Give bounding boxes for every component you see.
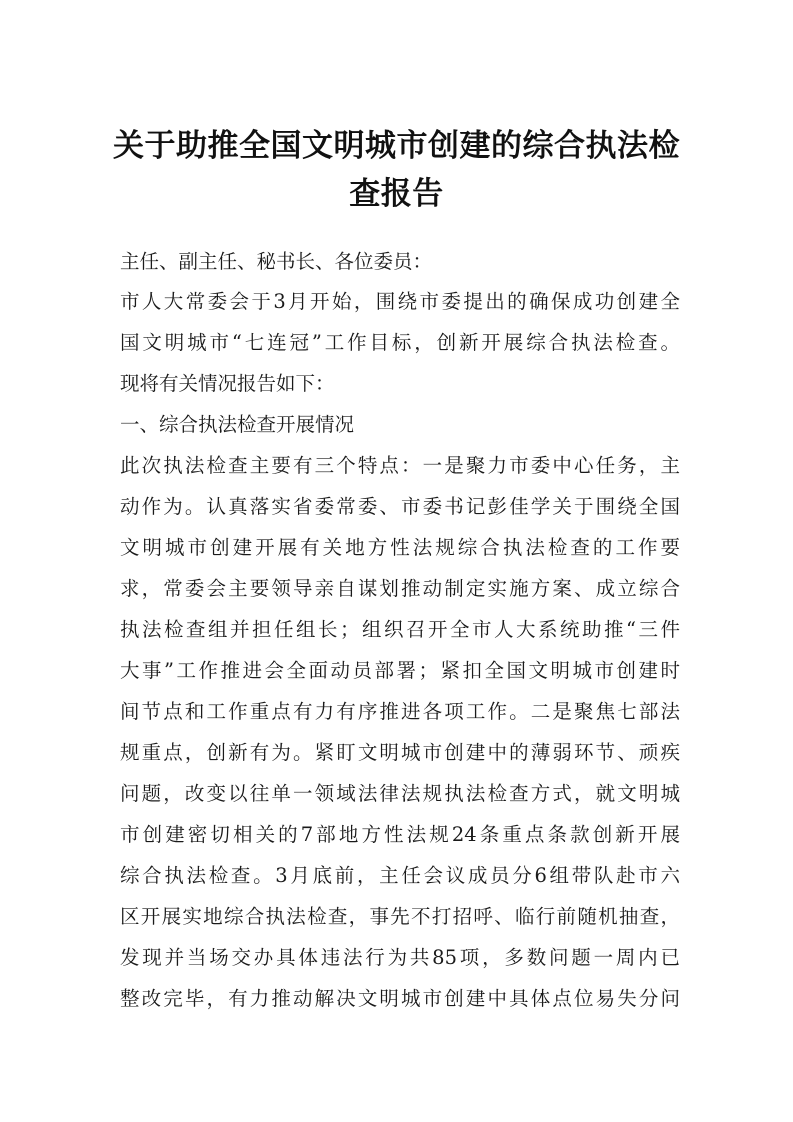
body-line: 综合执法检查。3月底前，主任会议成员分6组带队赴市六 — [120, 864, 680, 887]
body-line: 大事”工作推进会全面动员部署；紧扣全国文明城市创建时 — [120, 659, 680, 682]
section-heading-1: 一、综合执法检查开展情况 — [120, 413, 355, 436]
body-line: 规重点，创新有为。紧盯文明城市创建中的薄弱环节、顽疾 — [120, 741, 680, 764]
body-line: 整改完毕，有力推动解决文明城市创建中具体点位易失分问 — [120, 987, 680, 1010]
body-line: 问题，改变以往单一领域法律法规执法检查方式，就文明城 — [120, 782, 680, 805]
body-line: 发现并当场交办具体违法行为共85项，多数问题一周内已 — [120, 946, 680, 969]
body-line: 间节点和工作重点有力有序推进各项工作。二是聚焦七部法 — [120, 700, 680, 723]
body-line: 市人大常委会于3月开始，围绕市委提出的确保成功创建全 — [120, 290, 680, 313]
body-line: 执法检查组并担任组长；组织召开全市人大系统助推“三件 — [120, 618, 680, 641]
body-line: 国文明城市“七连冠”工作目标，创新开展综合执法检查。 — [120, 331, 680, 354]
report-title-line-1: 关于助推全国文明城市创建的综合执法检 — [113, 128, 680, 164]
body-line: 市创建密切相关的7部地方性法规24条重点条款创新开展 — [120, 823, 680, 846]
salutation: 主任、副主任、秘书长、各位委员： — [120, 250, 433, 273]
body-line: 区开展实地综合执法检查，事先不打招呼、临行前随机抽查， — [120, 905, 680, 928]
body-line: 文明城市创建开展有关地方性法规综合执法检查的工作要 — [120, 536, 680, 559]
body-line: 现将有关情况报告如下： — [120, 372, 335, 395]
body-line: 动作为。认真落实省委常委、市委书记彭佳学关于围绕全国 — [120, 495, 680, 518]
body-line: 此次执法检查主要有三个特点：一是聚力市委中心任务，主 — [120, 454, 680, 477]
report-title-line-2: 查报告 — [349, 176, 444, 212]
body-line: 求，常委会主要领导亲自谋划推动制定实施方案、成立综合 — [120, 577, 680, 600]
